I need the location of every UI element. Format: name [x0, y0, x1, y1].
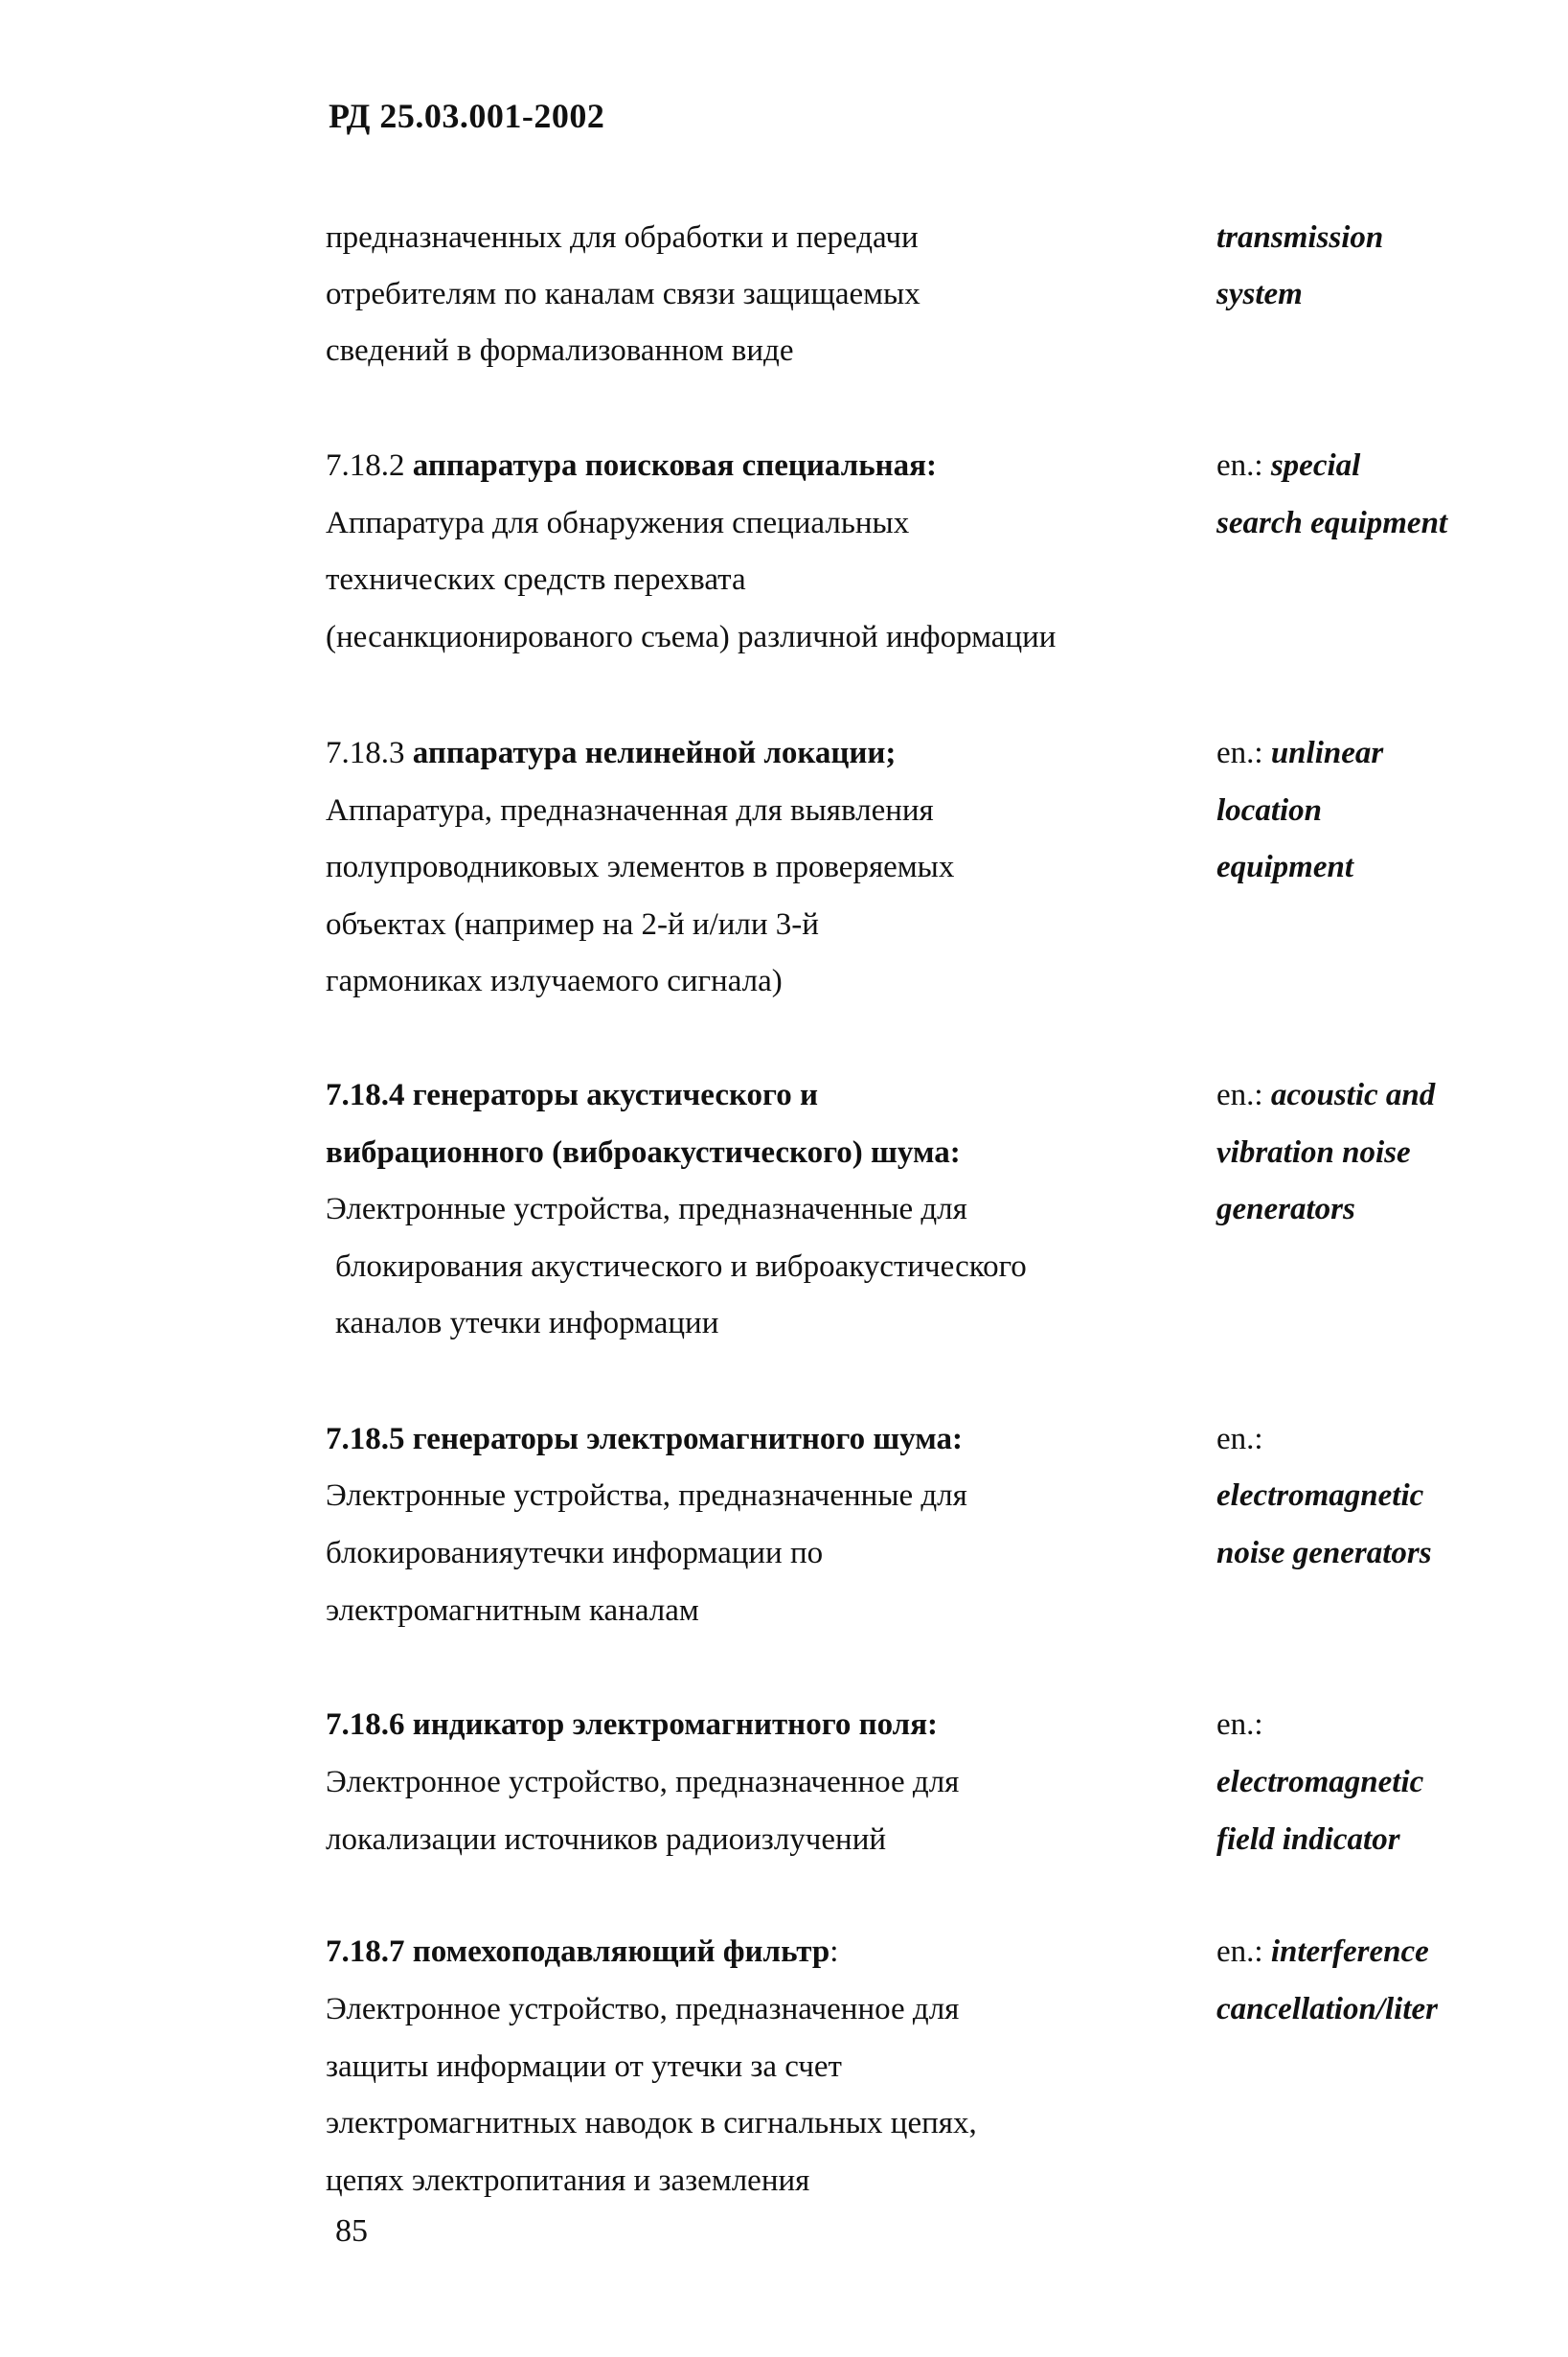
english-term: acoustic and	[1270, 1078, 1436, 1112]
term-title: индикатор электромагнитного поля:	[412, 1707, 939, 1742]
term-heading	[326, 1709, 938, 1741]
term-number: 7.18.7	[326, 1934, 405, 1969]
english-term-line	[1216, 1424, 1263, 1455]
definition-line: электромагнитным каналам	[326, 1593, 699, 1628]
english-term-line	[1216, 1936, 1429, 1968]
term-number: 7.18.5	[326, 1422, 405, 1456]
definition-line: защиты информации от утечки за счет	[326, 2049, 842, 2084]
english-prefix: en.:	[1216, 736, 1263, 770]
english-term-line: search equipment	[1216, 506, 1448, 540]
definition-line: цепях электропитания и заземления	[326, 2163, 810, 2198]
english-term: interference	[1270, 1934, 1429, 1969]
english-term: unlinear	[1270, 736, 1384, 770]
definition-line: Электронное устройство, предназначенное для	[326, 1765, 960, 1799]
english-prefix: en.:	[1216, 448, 1263, 483]
term-number: 7.18.2	[326, 448, 405, 483]
definition-line: технических средств перехвата	[326, 562, 746, 597]
definition-line: объектах (например на 2-й и/или 3-й	[326, 907, 819, 942]
definition-line: блокирования акустического и виброакустического	[335, 1249, 1027, 1284]
term-heading	[326, 450, 937, 482]
definition-line: Аппаратура для обнаружения специальных	[326, 506, 910, 540]
term-title: генераторы акустического и	[412, 1078, 818, 1112]
term-title: аппаратура нелинейной локации;	[412, 736, 897, 770]
english-term-line	[1216, 738, 1383, 769]
english-term-line: system	[1216, 277, 1303, 311]
term-heading	[326, 1424, 963, 1455]
term-colon: :	[829, 1934, 839, 1969]
term-title: генераторы электромагнитного шума:	[412, 1422, 963, 1456]
body-text-line: отребителям по каналам связи защищаемых	[326, 277, 920, 311]
english-term-line: generators	[1216, 1192, 1355, 1226]
definition-line: локализации источников радиоизлучений	[326, 1822, 887, 1857]
term-heading	[326, 1936, 838, 1968]
page-number: 85	[335, 2213, 368, 2249]
body-text-line: предназначенных для обработки и передачи	[326, 220, 919, 255]
english-prefix: en.:	[1216, 1422, 1263, 1456]
definition-line: Электронные устройства, предназначенные для	[326, 1192, 967, 1226]
english-term-line: electromagnetic	[1216, 1765, 1424, 1799]
english-term: special	[1270, 448, 1361, 483]
definition-line: каналов утечки информации	[335, 1306, 719, 1340]
english-term-line	[1216, 1080, 1435, 1111]
term-number: 7.18.4	[326, 1078, 405, 1112]
term-heading	[326, 738, 896, 769]
english-term-line: transmission	[1216, 220, 1384, 255]
english-term-line: cancellation/liter	[1216, 1992, 1438, 2026]
term-number: 7.18.3	[326, 736, 405, 770]
term-heading	[326, 1080, 818, 1111]
english-prefix: en.:	[1216, 1078, 1263, 1112]
term-number: 7.18.6	[326, 1707, 405, 1742]
definition-line: полупроводниковых элементов в проверяемых	[326, 850, 955, 884]
english-term-line	[1216, 1709, 1263, 1741]
body-text-line: сведений в формализованном виде	[326, 333, 794, 368]
definition-line: гармониках излучаемого сигнала)	[326, 964, 783, 998]
english-term-line: equipment	[1216, 850, 1354, 884]
english-prefix: en.:	[1216, 1934, 1263, 1969]
definition-line: Электронные устройства, предназначенные для	[326, 1478, 967, 1513]
term-title: аппаратура поисковая специальная:	[412, 448, 938, 483]
english-term-line: noise generators	[1216, 1536, 1432, 1570]
document-header: РД 25.03.001-2002	[329, 97, 605, 135]
definition-line: блокированияутечки информации по	[326, 1536, 824, 1570]
english-term-line	[1216, 450, 1360, 482]
english-term-line: vibration noise	[1216, 1135, 1411, 1170]
english-prefix: en.:	[1216, 1707, 1263, 1742]
term-title: помехоподавляющий фильтр	[412, 1934, 830, 1969]
definition-line: (несанкционированого съема) различной информации	[326, 620, 1057, 654]
definition-line: электромагнитных наводок в сигнальных цепях,	[326, 2106, 977, 2140]
definition-line: Аппаратура, предназначенная для выявления	[326, 793, 934, 828]
definition-line: Электронное устройство, предназначенное для	[326, 1992, 960, 2026]
english-term-line: location	[1216, 793, 1323, 828]
term-title-continued: вибрационного (виброакустического) шума:	[326, 1135, 961, 1170]
english-term-line: field indicator	[1216, 1822, 1400, 1857]
english-term-line: electromagnetic	[1216, 1478, 1424, 1513]
